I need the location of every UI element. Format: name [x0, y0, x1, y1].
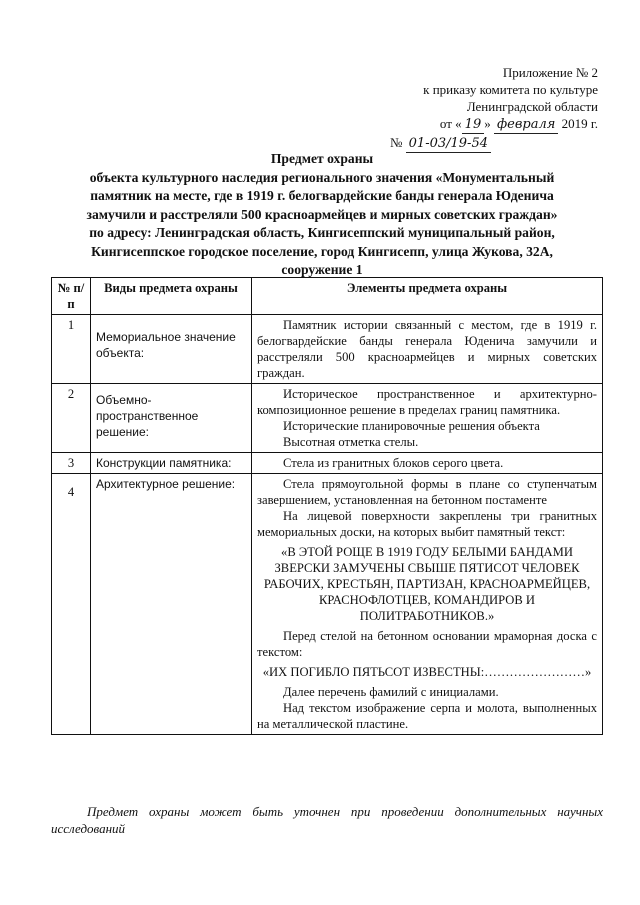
appendix-order: к приказу комитета по культуре — [423, 82, 598, 97]
row-num-text: 4 — [67, 485, 75, 499]
number-prefix: № — [390, 135, 403, 150]
row-kind: Архитектурное решение: — [91, 474, 252, 735]
title-line-1: Предмет охраны — [270, 151, 374, 166]
number-value: 01-03/19-54 — [406, 135, 491, 153]
row-text: Историческое пространственное и архитектурно-композиционное решение в пределах границ памятника. — [257, 387, 597, 417]
table-row — [52, 384, 603, 453]
row-elements — [252, 474, 603, 735]
footnote: Предмет охраны может быть уточнен при проведении дополнительных научных исследований — [51, 804, 603, 836]
memorial-inscription: «В ЭТОЙ РОЩЕ В 1919 ГОДУ БЕЛЫМИ БАНДАМИ ЗВЕРСКИ ЗАМУЧЕНЫ СВЫШЕ ПЯТИСОТ ЧЕЛОВЕК РАБОЧИХ, КРЕСТЬЯН, ПАРТИЗАН, КРАСНОАРМЕЙЦЕВ, КРАСНОФЛОТЦЕВ, КОМАНДИРОВ И ПОЛИТРАБОТНИКОВ.» — [263, 545, 591, 623]
title-line-7: сооружение 1 — [281, 262, 363, 277]
row-kind — [91, 315, 252, 384]
title-line-3: памятник на месте, где в 1919 г. белогвардейские банды генерала Юденича — [90, 188, 554, 203]
title-line-4: замучили и расстреляли 500 красноармейцев и мирных советских граждан» — [86, 206, 558, 222]
header-kind: Виды предмета охраны — [91, 278, 252, 315]
row-text: Далее перечень фамилий с инициалами. — [283, 685, 499, 699]
header-num: № п/п — [52, 278, 91, 315]
row-text: Стела прямоугольной формы в плане со ступенчатым завершением, установленная на бетонном постаменте — [257, 477, 597, 507]
date-year: 2019 г. — [561, 116, 598, 131]
row-elements — [252, 315, 603, 384]
date-month: февраля — [494, 116, 558, 134]
row-text: На лицевой поверхности закреплены три гранитных мемориальных доски, на которых выбит памятный текст: — [257, 509, 597, 539]
title-line-6: Кингисеппское городское поселение, город Кингисепп, улица Жукова, 32А, — [91, 243, 553, 259]
row-num: 3 — [52, 453, 91, 474]
row-elements — [252, 384, 603, 453]
row-num: 1 — [52, 315, 91, 384]
row-text: Высотная отметка стелы. — [283, 435, 419, 449]
title-line-2: объекта культурного наследия регионального значения «Монументальный — [89, 169, 555, 185]
table-row — [52, 453, 603, 474]
row-kind — [91, 384, 252, 453]
row-text: Перед стелой на бетонном основании мраморная доска с текстом: — [257, 629, 597, 659]
row-kind-text: Объемно-пространственное решение: — [96, 393, 199, 439]
document-title — [48, 150, 596, 280]
date-day: 19 — [462, 116, 485, 134]
row-elements — [252, 453, 603, 474]
row-text: Над текстом изображение серпа и молота, выполненных на металлической пластине. — [257, 701, 597, 731]
appendix-block — [338, 64, 598, 153]
row-kind: Конструкции памятника: — [91, 453, 252, 474]
header-elements: Элементы предмета охраны — [252, 278, 603, 315]
row-num — [52, 474, 91, 735]
title-line-5: по адресу: Ленинградская область, Кингисеппский муниципальный район, — [89, 225, 555, 240]
table-header-row — [52, 278, 603, 315]
row-num: 2 — [52, 384, 91, 453]
row-text: Исторические планировочные решения объекта — [283, 419, 540, 433]
row-text: Памятник истории связанный с местом, где в 1919 г. белогвардейские банды генерала Юденича замучили и расстреляли 500 красноармейцев и мирных советских граждан. — [257, 318, 597, 380]
appendix-title: Приложение № 2 — [502, 65, 598, 80]
date-mid: » — [484, 116, 491, 131]
appendix-date — [338, 115, 598, 134]
protection-table — [51, 277, 603, 735]
table-row — [52, 474, 603, 735]
row-kind-text: Мемориальное значение объекта: — [96, 330, 236, 360]
appendix-region: Ленинградской области — [466, 99, 598, 114]
date-prefix: от « — [439, 116, 462, 131]
table-row — [52, 315, 603, 384]
memorial-inscription: «ИХ ПОГИБЛО ПЯТЬСОТ ИЗВЕСТНЫ:……………………» — [262, 665, 592, 679]
row-text: Стела из гранитных блоков серого цвета. — [283, 456, 504, 470]
